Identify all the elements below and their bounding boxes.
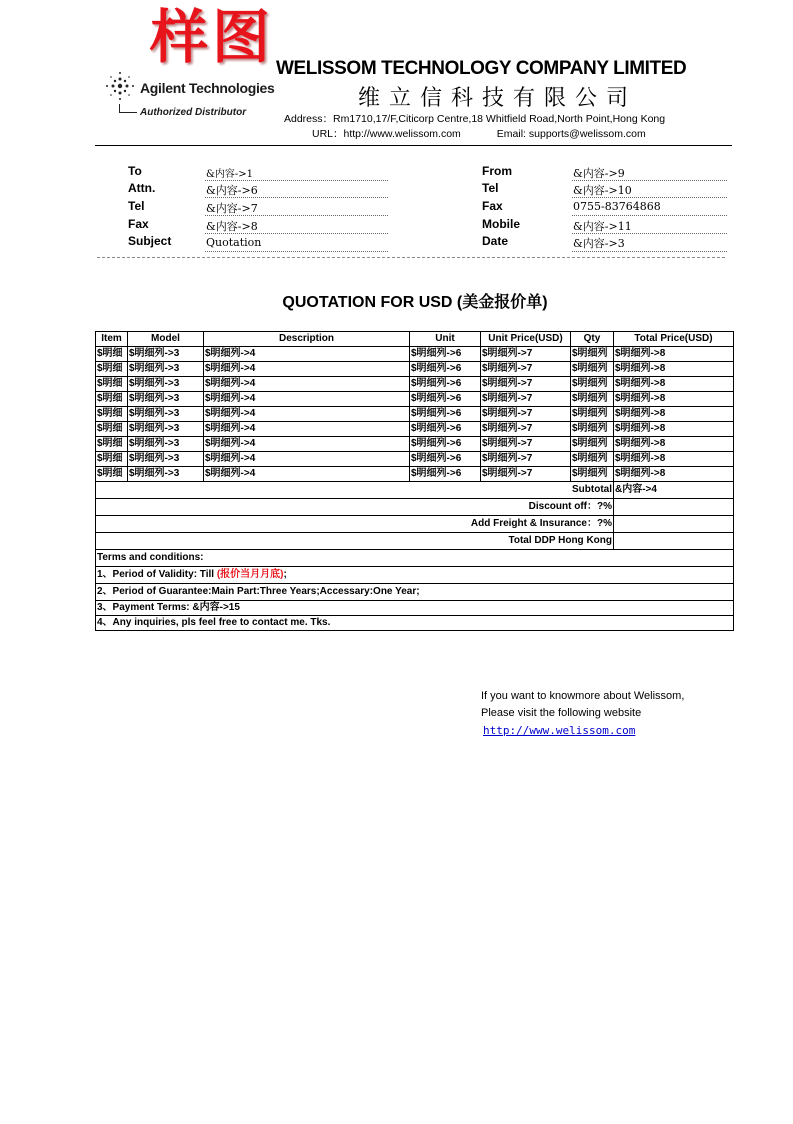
footer-line-2: Please visit the following website [481, 707, 642, 719]
cell-total-price: $明细列->8 [614, 407, 734, 422]
col-header-qty: Qty [571, 332, 614, 347]
cell-qty: $明细列 [571, 437, 614, 452]
cell-model: $明细列->3 [128, 377, 204, 392]
freight-row [96, 516, 734, 533]
cell-unit: $明细列->6 [410, 467, 481, 482]
info-value-fax: &内容->8 [206, 220, 258, 233]
cell-unit-price: $明细列->7 [481, 437, 571, 452]
info-underline [205, 251, 388, 252]
cell-total-price: $明细列->8 [614, 392, 734, 407]
cell-description: $明细列->4 [204, 347, 410, 362]
cell-description: $明细列->4 [204, 422, 410, 437]
cell-model: $明细列->3 [128, 407, 204, 422]
total-row [96, 533, 734, 550]
cell-model: $明细列->3 [128, 392, 204, 407]
contact-line [312, 126, 646, 141]
terms-validity-note: (报价当月月底) [216, 569, 284, 580]
col-header-model: Model [128, 332, 204, 347]
company-url[interactable]: URL：http://www.welissom.com [312, 128, 461, 140]
table-header-row [96, 332, 734, 347]
website-link[interactable]: http://www.welissom.com [483, 724, 636, 737]
cell-model: $明细列->3 [128, 437, 204, 452]
cell-unit-price: $明细列->7 [481, 362, 571, 377]
info-label-attn: Attn. [128, 181, 156, 195]
info-underline [572, 180, 727, 181]
table-row [96, 407, 734, 422]
terms-validity-prefix: 1、Period of Validity: Till [97, 569, 217, 580]
terms-guarantee-row [96, 584, 734, 601]
info-label-subject: Subject [128, 234, 172, 248]
cell-item: $明细 [96, 347, 128, 362]
agilent-spark-icon [103, 68, 137, 104]
info-value-mobile: &内容->11 [573, 220, 632, 233]
cell-total-price: $明细列->8 [614, 377, 734, 392]
info-label-mobile: Mobile [482, 217, 520, 231]
info-label-fax: Fax [128, 217, 149, 231]
info-label-fax-right: Fax [482, 199, 503, 213]
cell-unit: $明细列->6 [410, 377, 481, 392]
cell-item: $明细 [96, 377, 128, 392]
cell-total-price: $明细列->8 [614, 467, 734, 482]
cell-description: $明细列->4 [204, 467, 410, 482]
terms-inquiries: 4、Any inquiries, pls feel free to contact me. Tks. [96, 616, 734, 631]
info-value-fax-right: 0755-83764868 [573, 200, 661, 213]
info-value-attn: &内容->6 [206, 184, 258, 197]
info-value-date: &内容->3 [573, 237, 625, 250]
info-label-to: To [128, 164, 142, 178]
cell-description: $明细列->4 [204, 362, 410, 377]
cell-description: $明细列->4 [204, 407, 410, 422]
cell-model: $明细列->3 [128, 347, 204, 362]
subtotal-value: &内容->4 [614, 482, 734, 499]
table-row [96, 437, 734, 452]
terms-heading: Terms and conditions: [96, 550, 734, 567]
sample-stamp: 样图 [150, 3, 275, 71]
info-underline [572, 251, 727, 252]
discount-label: Discount off：?% [96, 499, 614, 516]
header-divider [95, 145, 732, 146]
cell-unit-price: $明细列->7 [481, 452, 571, 467]
cell-item: $明细 [96, 437, 128, 452]
company-address: Address：Rm1710,17/F,Citicorp Centre,18 Whitfield Road,North Point,Hong Kong [284, 113, 666, 125]
company-name-cn: 维立信科技有限公司 [358, 86, 638, 111]
info-value-subject: Quotation [206, 236, 262, 249]
cell-qty: $明细列 [571, 392, 614, 407]
subtotal-row [96, 482, 734, 499]
table-row [96, 422, 734, 437]
terms-validity [96, 567, 734, 584]
terms-payment: 3、Payment Terms: &内容->15 [96, 601, 734, 616]
cell-qty: $明细列 [571, 377, 614, 392]
info-underline [572, 197, 727, 198]
cell-qty: $明细列 [571, 347, 614, 362]
info-dashed-divider [97, 257, 725, 258]
cell-description: $明细列->4 [204, 392, 410, 407]
total-value [614, 533, 734, 550]
cell-unit-price: $明细列->7 [481, 347, 571, 362]
cell-unit-price: $明细列->7 [481, 407, 571, 422]
cell-total-price: $明细列->8 [614, 362, 734, 377]
terms-heading-row [96, 550, 734, 567]
col-header-total-price: Total Price(USD) [614, 332, 734, 347]
cell-total-price: $明细列->8 [614, 422, 734, 437]
info-value-tel-right: &内容->10 [573, 184, 632, 197]
freight-label: Add Freight & Insurance：?% [96, 516, 614, 533]
info-underline [205, 233, 388, 234]
info-value-tel: &内容->7 [206, 202, 258, 215]
logo-rule-horizontal [119, 112, 137, 113]
logo-name: Agilent Technologies [140, 80, 275, 96]
cell-unit-price: $明细列->7 [481, 422, 571, 437]
cell-unit-price: $明细列->7 [481, 392, 571, 407]
cell-unit: $明细列->6 [410, 392, 481, 407]
cell-total-price: $明细列->8 [614, 452, 734, 467]
info-underline [205, 215, 388, 216]
info-underline [205, 180, 388, 181]
company-email[interactable]: Email: supports@welissom.com [496, 128, 646, 140]
info-underline [572, 233, 727, 234]
table-row [96, 362, 734, 377]
col-header-description: Description [204, 332, 410, 347]
discount-value [614, 499, 734, 516]
info-value-to: &内容->1 [206, 169, 254, 180]
table-row [96, 347, 734, 362]
cell-item: $明细 [96, 452, 128, 467]
info-value-from: &内容->9 [573, 167, 625, 180]
cell-unit: $明细列->6 [410, 362, 481, 377]
col-header-unit-price: Unit Price(USD) [481, 332, 571, 347]
terms-inquiries-row [96, 616, 734, 631]
info-label-date: Date [482, 234, 509, 248]
cell-total-price: $明细列->8 [614, 347, 734, 362]
footer-line-1: If you want to knowmore about Welissom, [481, 690, 685, 702]
cell-model: $明细列->3 [128, 452, 204, 467]
info-label-tel: Tel [128, 199, 145, 213]
terms-guarantee: 2、Period of Guarantee:Main Part:Three Years;Accessary:One Year; [96, 584, 734, 601]
terms-payment-row [96, 601, 734, 616]
cell-model: $明细列->3 [128, 422, 204, 437]
info-underline [572, 215, 727, 216]
cell-item: $明细 [96, 362, 128, 377]
cell-unit-price: $明细列->7 [481, 467, 571, 482]
cell-qty: $明细列 [571, 452, 614, 467]
freight-value [614, 516, 734, 533]
cell-description: $明细列->4 [204, 452, 410, 467]
info-label-tel-right: Tel [482, 181, 499, 195]
company-name-en: WELISSOM TECHNOLOGY COMPANY LIMITED [276, 58, 687, 79]
cell-qty: $明细列 [571, 362, 614, 377]
info-underline [205, 197, 388, 198]
col-header-item: Item [96, 332, 128, 347]
cell-unit: $明细列->6 [410, 452, 481, 467]
discount-row [96, 499, 734, 516]
cell-description: $明细列->4 [204, 437, 410, 452]
document-title: QUOTATION FOR USD (美金报价单) [282, 294, 548, 311]
cell-item: $明细 [96, 392, 128, 407]
cell-item: $明细 [96, 422, 128, 437]
cell-qty: $明细列 [571, 467, 614, 482]
cell-unit: $明细列->6 [410, 422, 481, 437]
cell-total-price: $明细列->8 [614, 437, 734, 452]
col-header-unit: Unit [410, 332, 481, 347]
quotation-table [95, 331, 734, 631]
total-label: Total DDP Hong Kong [96, 533, 614, 550]
cell-description: $明细列->4 [204, 377, 410, 392]
cell-unit: $明细列->6 [410, 407, 481, 422]
cell-item: $明细 [96, 467, 128, 482]
table-row [96, 467, 734, 482]
logo-rule-vertical [119, 104, 120, 112]
cell-unit: $明细列->6 [410, 437, 481, 452]
terms-validity-suffix: ; [283, 569, 287, 580]
agilent-logo [103, 68, 273, 124]
cell-model: $明细列->3 [128, 467, 204, 482]
table-row [96, 392, 734, 407]
info-label-from: From [482, 164, 512, 178]
logo-subtitle: Authorized Distributor [140, 107, 247, 118]
cell-unit-price: $明细列->7 [481, 377, 571, 392]
cell-model: $明细列->3 [128, 362, 204, 377]
table-row [96, 452, 734, 467]
cell-qty: $明细列 [571, 407, 614, 422]
cell-item: $明细 [96, 407, 128, 422]
cell-qty: $明细列 [571, 422, 614, 437]
terms-validity-row [96, 567, 734, 584]
table-row [96, 377, 734, 392]
subtotal-label: Subtotal [96, 482, 614, 499]
cell-unit: $明细列->6 [410, 347, 481, 362]
